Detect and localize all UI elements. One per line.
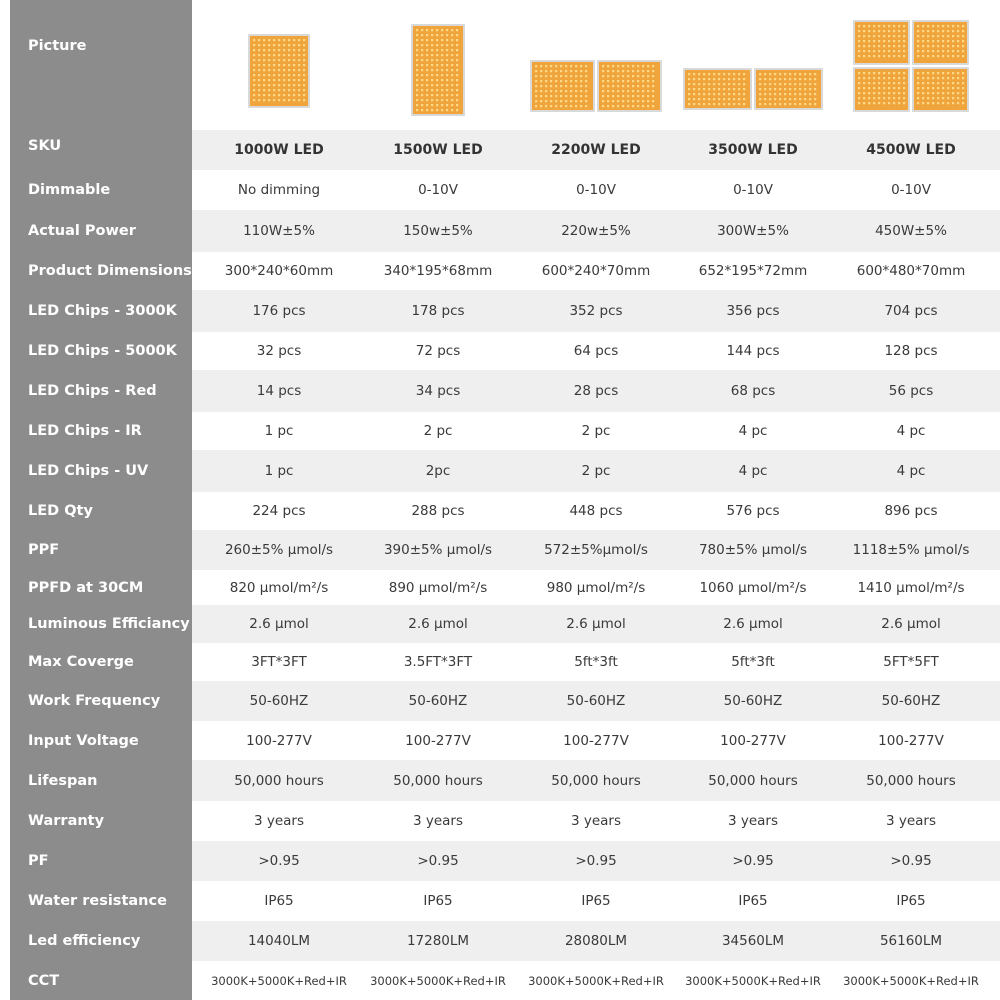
table-cell: 3000K+5000K+Red+IR <box>211 973 347 988</box>
table-cell: 1060 μmol/m²/s <box>699 579 807 596</box>
table-cell: 14 pcs <box>256 383 302 399</box>
table-cell: 100-277V <box>246 732 312 749</box>
table-cell: 14040LM <box>247 933 311 949</box>
table-cell: 5ft*3ft <box>574 654 618 670</box>
row-label-cct: CCT <box>28 972 60 989</box>
picture-cell <box>832 0 990 130</box>
table-cell: 3500W LED <box>708 142 798 158</box>
table-cell: 28080LM <box>564 933 628 949</box>
table-row <box>192 170 1000 210</box>
table-cell: 3000K+5000K+Red+IR <box>370 973 506 988</box>
table-cell: 600*240*70mm <box>541 263 651 279</box>
picture-cell <box>359 0 517 130</box>
table-cell: 32 pcs <box>256 343 302 359</box>
table-cell: 2.6 μmol <box>408 616 468 632</box>
row-label-luminous-efficiancy: Luminous Efficiancy <box>28 616 190 632</box>
row-label-lifespan: Lifespan <box>28 772 98 789</box>
table-cell: 100-277V <box>720 732 786 749</box>
table-cell: 100-277V <box>563 732 629 749</box>
table-cell: 288 pcs <box>411 503 465 519</box>
table-cell: 72 pcs <box>415 343 461 359</box>
table-cell: 2.6 μmol <box>881 616 941 632</box>
led-panel-4500w-icon <box>852 19 970 113</box>
row-label-sku: SKU <box>28 138 62 154</box>
table-cell: 56 pcs <box>888 383 934 399</box>
table-cell: 0-10V <box>418 182 458 198</box>
led-panel-3500w-icon <box>682 67 824 111</box>
table-cell: 110W±5% <box>243 223 315 239</box>
row-label-actual-power: Actual Power <box>28 223 136 239</box>
table-cell: 0-10V <box>733 182 773 198</box>
table-cell: 3.5FT*3FT <box>403 654 473 670</box>
table-cell: 3000K+5000K+Red+IR <box>528 973 664 988</box>
table-cell: 2 pc <box>581 423 611 439</box>
table-cell: 600*480*70mm <box>856 263 966 279</box>
table-cell: 4 pc <box>738 423 768 439</box>
row-label-led-chips-5000k: LED Chips - 5000K <box>28 343 177 359</box>
row-label-led-chips-3000k: LED Chips - 3000K <box>28 303 177 319</box>
table-cell: IP65 <box>896 893 926 909</box>
table-cell: 2 pc <box>581 463 611 479</box>
row-label-ppfd-at-30cm: PPFD at 30CM <box>28 579 144 596</box>
table-cell: IP65 <box>264 893 294 909</box>
table-cell: 50,000 hours <box>708 772 798 789</box>
row-label-pf: PF <box>28 853 49 869</box>
row-label-input-voltage: Input Voltage <box>28 732 139 749</box>
table-cell: 0-10V <box>576 182 616 198</box>
row-label-max-coverge: Max Coverge <box>28 654 134 670</box>
table-cell: 100-277V <box>878 732 944 749</box>
table-cell: 4 pc <box>896 463 926 479</box>
picture-cell <box>200 0 358 130</box>
table-cell: 128 pcs <box>884 343 938 359</box>
table-cell: 4 pc <box>896 423 926 439</box>
table-cell: 576 pcs <box>726 503 780 519</box>
table-cell: 890 μmol/m²/s <box>388 579 488 596</box>
table-cell: 68 pcs <box>730 383 776 399</box>
table-cell: 50-60HZ <box>566 693 626 709</box>
row-label-warranty: Warranty <box>28 813 105 829</box>
table-cell: 220w±5% <box>561 223 631 239</box>
table-cell: 780±5% μmol/s <box>698 542 808 558</box>
row-label-water-resistance: Water resistance <box>28 893 167 909</box>
table-row <box>192 530 1000 570</box>
table-cell: 450W±5% <box>875 223 947 239</box>
table-cell: 3FT*3FT <box>251 654 307 670</box>
table-row <box>192 252 1000 290</box>
table-row <box>192 961 1000 1000</box>
table-cell: 0-10V <box>891 182 931 198</box>
table-cell: 1 pc <box>264 423 294 439</box>
table-cell: 50-60HZ <box>249 693 309 709</box>
row-label-ppf: PPF <box>28 542 60 558</box>
table-cell: 50-60HZ <box>408 693 468 709</box>
picture-cell <box>517 0 675 130</box>
row-label-led-chips-ir: LED Chips - IR <box>28 423 142 439</box>
table-row <box>192 290 1000 332</box>
table-cell: 50,000 hours <box>551 772 641 789</box>
label-column <box>10 0 192 1000</box>
table-cell: >0.95 <box>417 853 459 869</box>
table-cell: 1000W LED <box>234 142 324 158</box>
table-cell: 150w±5% <box>403 223 473 239</box>
row-label-led-qty: LED Qty <box>28 503 93 519</box>
table-cell: 1118±5% μmol/s <box>852 542 970 558</box>
row-label-product-dimensions: Product Dimensions <box>28 263 192 279</box>
table-cell: 3 years <box>727 813 779 829</box>
table-row <box>192 841 1000 881</box>
table-cell: 2pc <box>425 463 451 479</box>
table-cell: 2.6 μmol <box>723 616 783 632</box>
table-cell: 820 μmol/m²/s <box>229 579 329 596</box>
table-row <box>192 210 1000 252</box>
table-row <box>192 412 1000 450</box>
table-cell: 300W±5% <box>717 223 789 239</box>
table-row <box>192 450 1000 492</box>
table-row <box>192 570 1000 605</box>
table-cell: 260±5% μmol/s <box>224 542 334 558</box>
table-cell: 178 pcs <box>411 303 465 319</box>
row-label-work-frequency: Work Frequency <box>28 693 161 709</box>
table-cell: 2200W LED <box>551 142 641 158</box>
table-cell: 572±5%μmol/s <box>544 542 648 558</box>
spec-table <box>10 0 1000 1000</box>
table-cell: 56160LM <box>879 933 943 949</box>
table-cell: >0.95 <box>890 853 932 869</box>
table-cell: 300*240*60mm <box>224 263 334 279</box>
table-cell: 1500W LED <box>393 142 483 158</box>
table-cell: IP65 <box>423 893 453 909</box>
table-row <box>192 921 1000 961</box>
table-cell: 4 pc <box>738 463 768 479</box>
led-panel-2200w-icon <box>529 59 663 113</box>
table-cell: 3 years <box>570 813 622 829</box>
table-cell: 896 pcs <box>884 503 938 519</box>
row-label-led-efficiency: Led efficiency <box>28 933 141 949</box>
table-cell: 50-60HZ <box>881 693 941 709</box>
table-cell: 17280LM <box>406 933 470 949</box>
table-cell: 176 pcs <box>252 303 306 319</box>
table-row <box>192 492 1000 530</box>
table-cell: 4500W LED <box>866 142 956 158</box>
table-cell: 1410 μmol/m²/s <box>857 579 965 596</box>
table-row <box>192 643 1000 681</box>
table-cell: 340*195*68mm <box>383 263 493 279</box>
table-cell: 704 pcs <box>884 303 938 319</box>
table-cell: 50,000 hours <box>866 772 956 789</box>
table-cell: 34 pcs <box>415 383 461 399</box>
table-cell: 50-60HZ <box>723 693 783 709</box>
led-panel-1000w-icon <box>247 33 311 109</box>
table-row <box>192 881 1000 921</box>
table-cell: 2.6 μmol <box>249 616 309 632</box>
table-cell: 50,000 hours <box>234 772 324 789</box>
table-cell: 390±5% μmol/s <box>383 542 493 558</box>
row-label-picture: Picture <box>28 38 87 54</box>
picture-cell <box>674 0 832 130</box>
table-row <box>192 760 1000 801</box>
table-row <box>192 605 1000 643</box>
table-row <box>192 370 1000 412</box>
row-label-led-chips-uv: LED Chips - UV <box>28 463 149 479</box>
table-cell: IP65 <box>581 893 611 909</box>
led-panel-1500w-icon <box>410 23 466 117</box>
table-cell: 2 pc <box>423 423 453 439</box>
table-cell: 448 pcs <box>569 503 623 519</box>
table-cell: 980 μmol/m²/s <box>546 579 646 596</box>
table-cell: IP65 <box>738 893 768 909</box>
table-cell: 3 years <box>253 813 305 829</box>
table-cell: 100-277V <box>405 732 471 749</box>
table-row <box>192 801 1000 841</box>
table-cell: >0.95 <box>732 853 774 869</box>
table-cell: No dimming <box>237 182 321 198</box>
table-cell: 652*195*72mm <box>698 263 808 279</box>
table-cell: >0.95 <box>258 853 300 869</box>
table-row <box>192 130 1000 170</box>
table-cell: 224 pcs <box>252 503 306 519</box>
table-cell: 3000K+5000K+Red+IR <box>843 973 979 988</box>
table-cell: 64 pcs <box>573 343 619 359</box>
row-label-led-chips-red: LED Chips - Red <box>28 383 157 399</box>
table-cell: 28 pcs <box>573 383 619 399</box>
table-cell: 34560LM <box>721 933 785 949</box>
table-cell: 144 pcs <box>726 343 780 359</box>
table-cell: >0.95 <box>575 853 617 869</box>
table-cell: 3 years <box>412 813 464 829</box>
table-row <box>192 681 1000 721</box>
table-row <box>192 332 1000 370</box>
table-cell: 2.6 μmol <box>566 616 626 632</box>
table-cell: 1 pc <box>264 463 294 479</box>
table-cell: 3 years <box>885 813 937 829</box>
table-cell: 356 pcs <box>726 303 780 319</box>
table-cell: 352 pcs <box>569 303 623 319</box>
table-cell: 5ft*3ft <box>731 654 775 670</box>
table-cell: 5FT*5FT <box>883 654 939 670</box>
table-cell: 3000K+5000K+Red+IR <box>685 973 821 988</box>
data-area <box>192 0 1000 1000</box>
table-cell: 50,000 hours <box>393 772 483 789</box>
row-label-dimmable: Dimmable <box>28 182 111 198</box>
table-row <box>192 721 1000 760</box>
